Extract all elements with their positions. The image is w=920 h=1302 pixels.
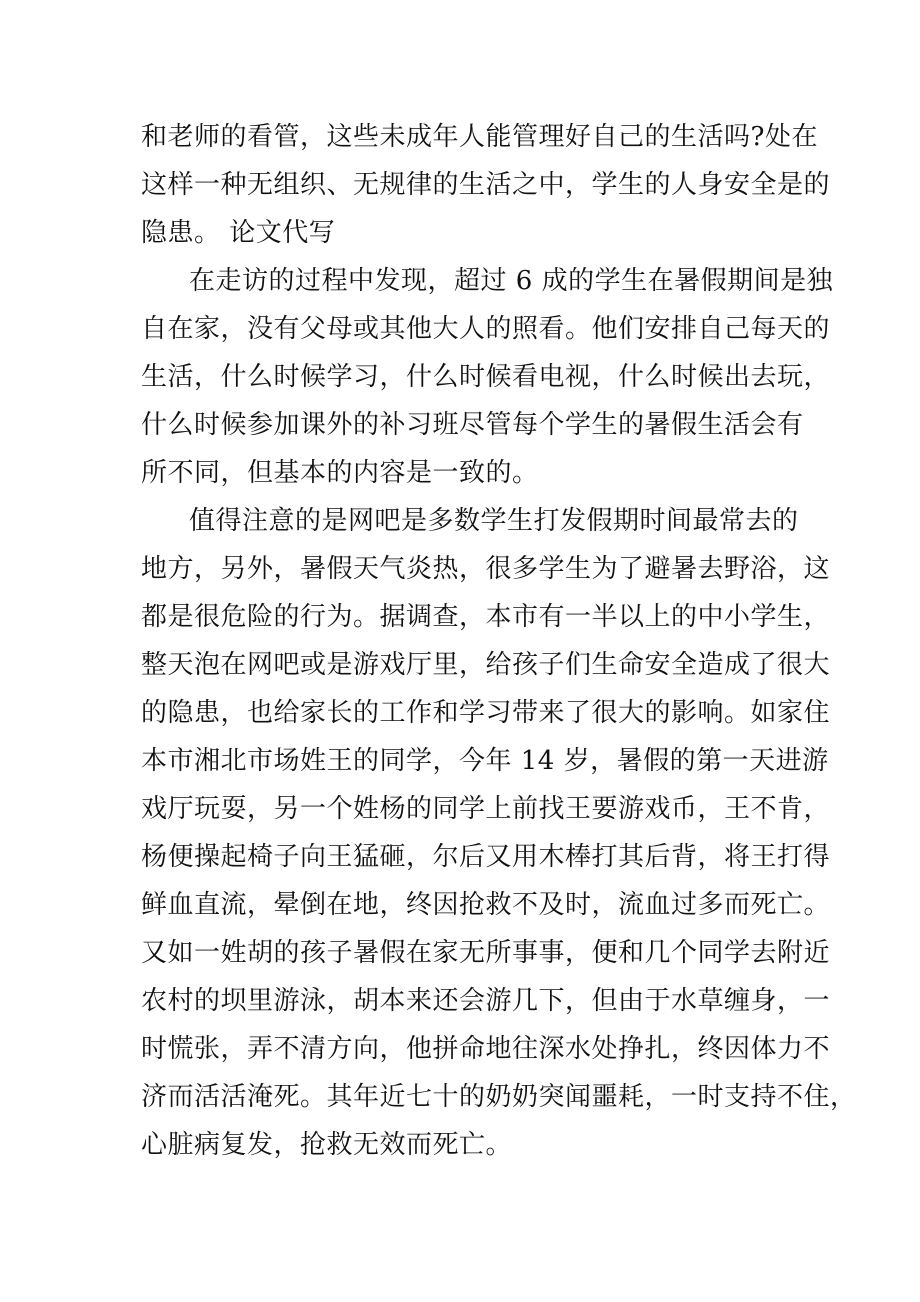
paragraph-3-line-3: 都是很危险的行为。据调查，本市有一半以上的中小学生， [141, 602, 831, 632]
paragraph-3-line-4: 整天泡在网吧或是游戏厅里，给孩子们生命安全造成了很大 [141, 650, 831, 680]
paragraph-3-line-5: 的隐患，也给家长的工作和学习带来了很大的影响。如家住 [141, 698, 831, 728]
paragraph-3-line-2: 地方，另外，暑假天气炎热，很多学生为了避暑去野浴，这 [141, 554, 831, 584]
document-body [141, 113, 857, 1169]
paragraph-2-line-1: 在走访的过程中发现，超过 6 成的学生在暑假期间是独 [189, 266, 834, 296]
paragraph-2-line-2: 自在家，没有父母或其他大人的照看。他们安排自己每天的 [141, 314, 831, 344]
paragraph-2-line-3: 生活，什么时候学习，什么时候看电视，什么时候出去玩， [141, 362, 831, 392]
paragraph-1-line-1: 和老师的看管，这些未成年人能管理好自己的生活吗?处在 [141, 122, 818, 152]
paragraph-3-line-1: 值得注意的是网吧是多数学生打发假期时间最常去的 [189, 506, 799, 536]
paragraph-3-line-14: 心脏病复发，抢救无效而死亡。 [141, 1130, 513, 1160]
paragraph-2-line-4: 什么时候参加课外的补习班尽管每个学生的暑假生活会有 [141, 410, 804, 440]
paragraph-1-line-3: 隐患。 论文代写 [141, 218, 336, 248]
paragraph-2-line-5: 所不同，但基本的内容是一致的。 [141, 458, 539, 488]
paragraph-1-line-2: 这样一种无组织、无规律的生活之中，学生的人身安全是的 [141, 170, 831, 200]
paragraph-3-line-12: 时慌张，弄不清方向，他拼命地往深水处挣扎，终因体力不 [141, 1034, 831, 1064]
paragraph-3-line-10: 又如一姓胡的孩子暑假在家无所事事，便和几个同学去附近 [141, 938, 831, 968]
paragraph-3-line-6: 本市湘北市场姓王的同学，今年 14 岁，暑假的第一天进游 [141, 746, 829, 776]
paragraph-3-line-11: 农村的坝里游泳，胡本来还会游几下，但由于水草缠身，一 [141, 986, 831, 1016]
paragraph-3-line-8: 杨便操起椅子向王猛砸，尔后又用木棒打其后背，将王打得 [141, 842, 831, 872]
paragraph-3-line-13: 济而活活淹死。其年近七十的奶奶突闻噩耗，一时支持不住， [141, 1082, 857, 1112]
paragraph-3-line-7: 戏厅玩耍，另一个姓杨的同学上前找王要游戏币，王不肯， [141, 794, 831, 824]
paragraph-3-line-9: 鲜血直流，晕倒在地，终因抢救不及时，流血过多而死亡。 [141, 890, 831, 920]
